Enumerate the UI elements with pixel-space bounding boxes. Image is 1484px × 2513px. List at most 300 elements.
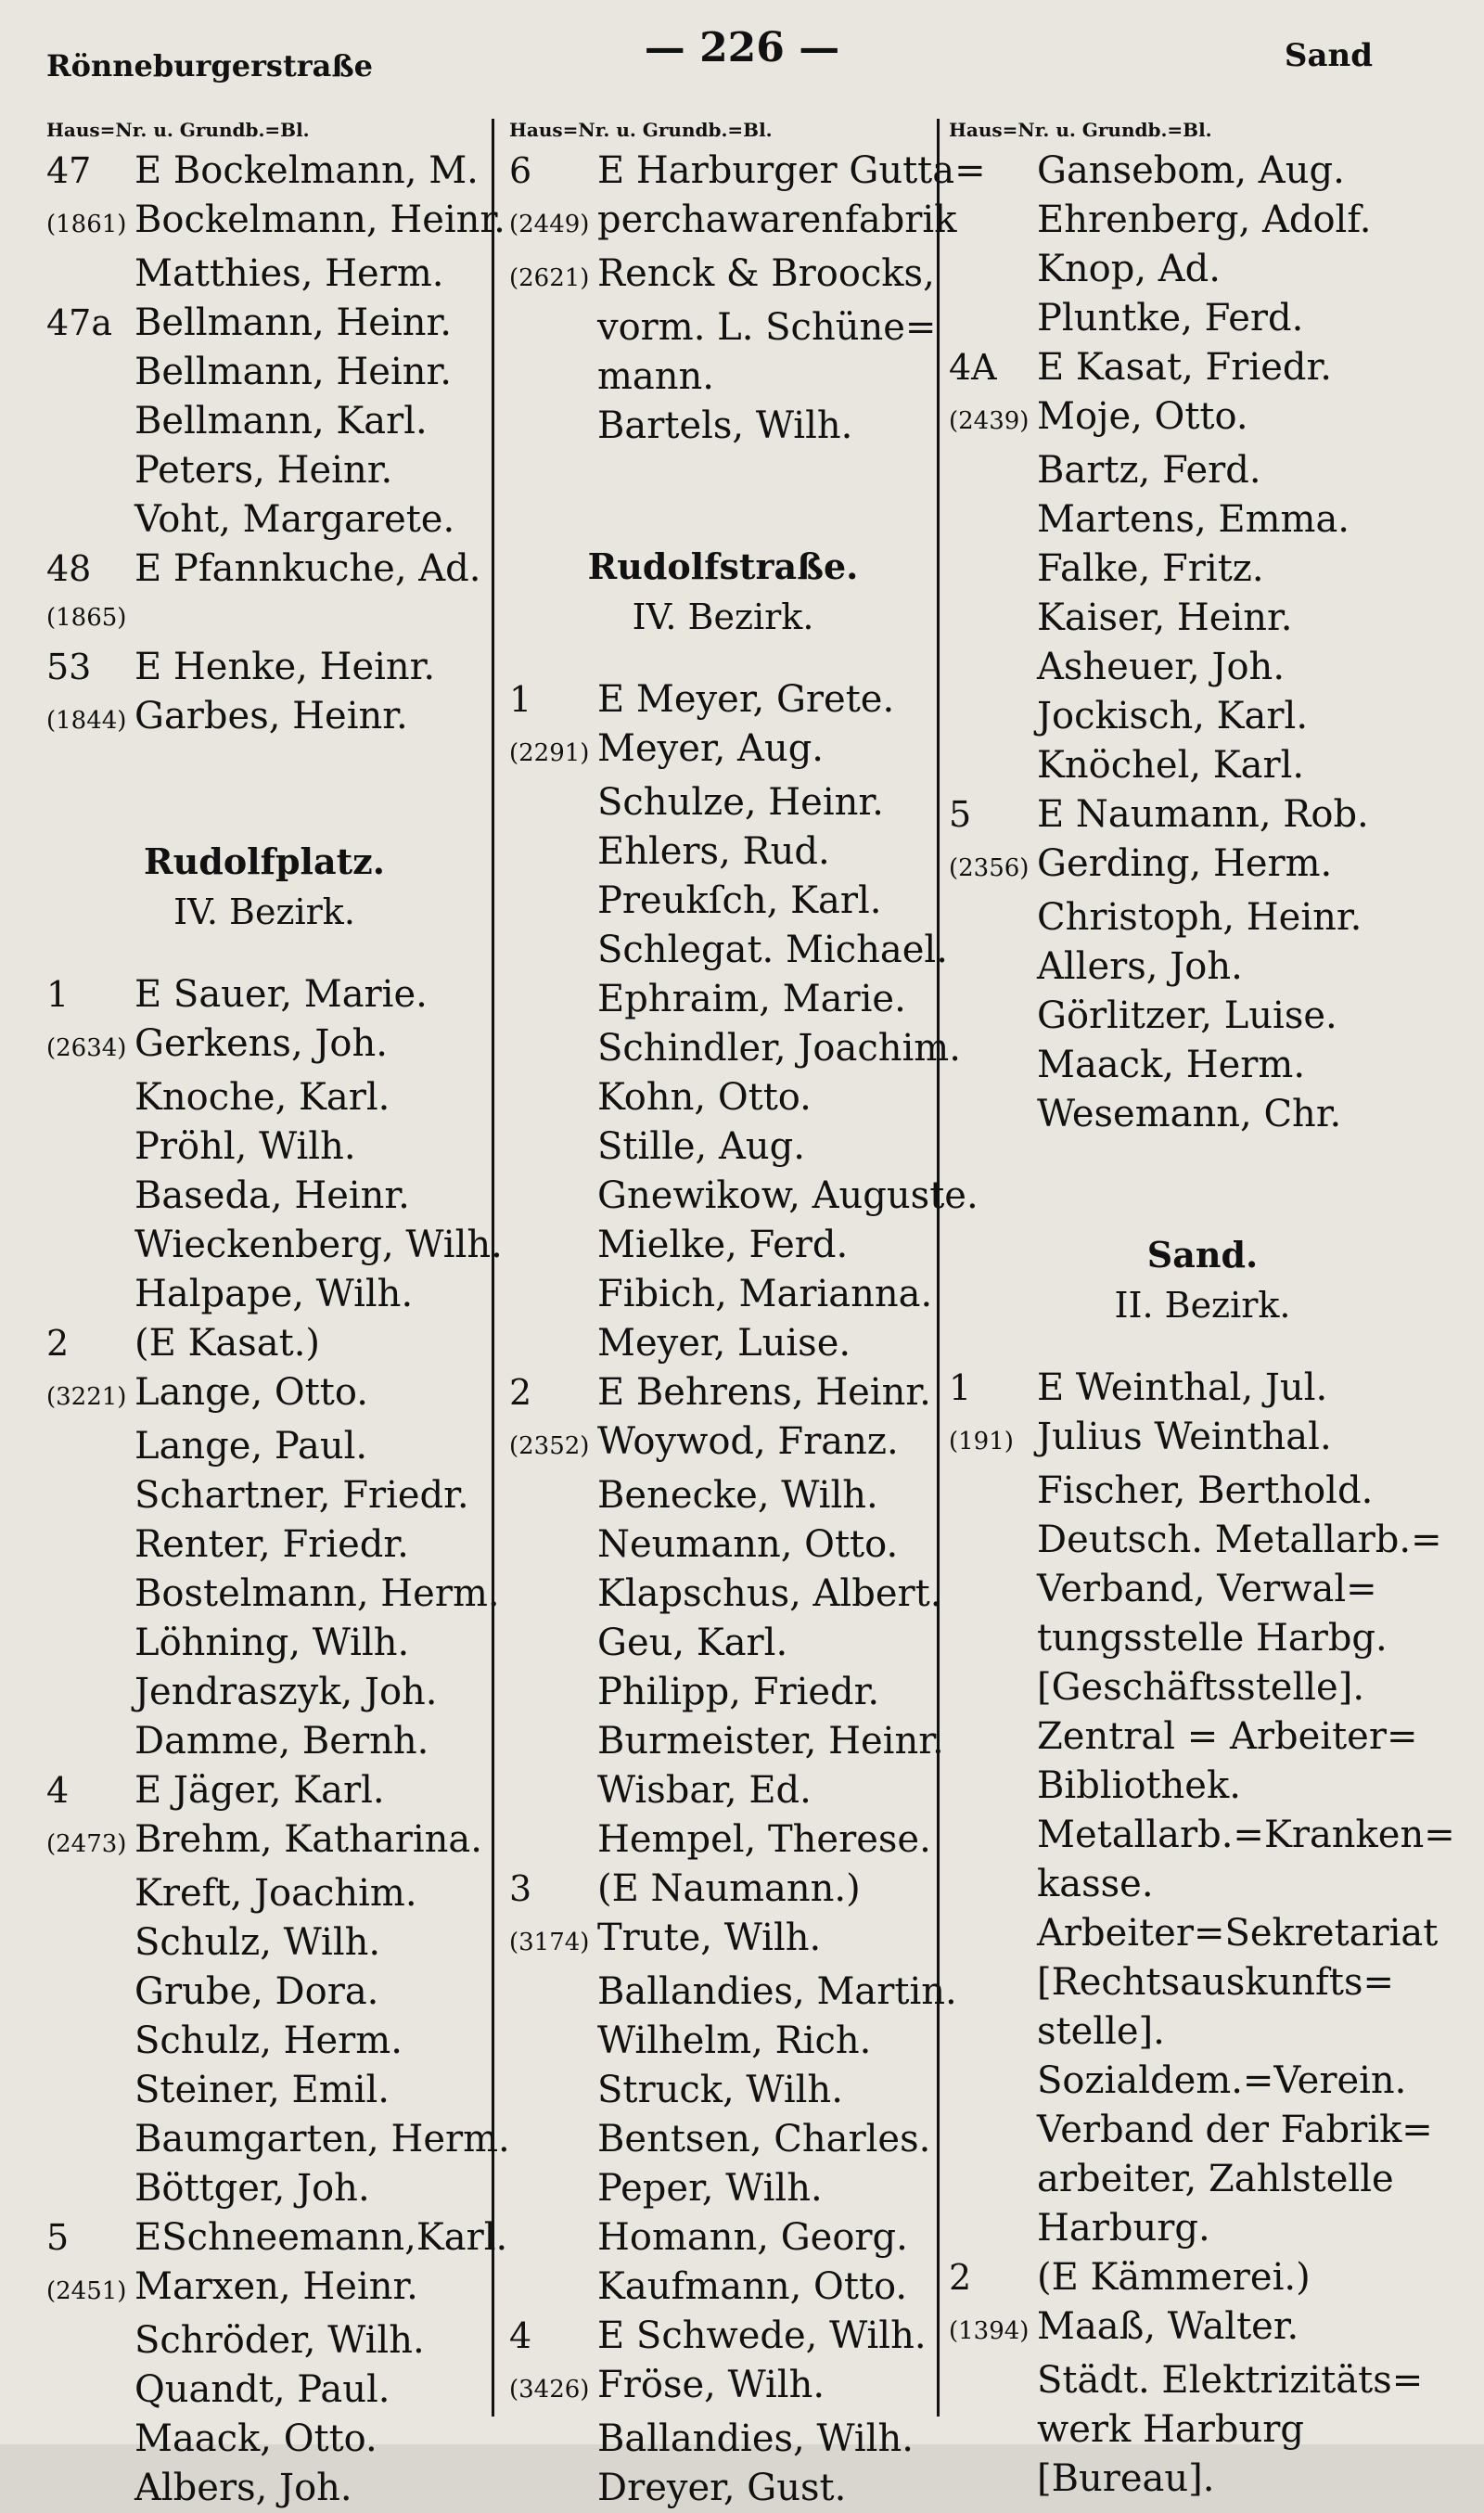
resident-name: Homann, Georg. xyxy=(597,2216,908,2259)
directory-entry xyxy=(509,827,937,877)
directory-entry xyxy=(509,1073,937,1122)
resident-name: Damme, Bernh. xyxy=(134,1720,429,1763)
house-number: (2291) xyxy=(509,739,590,767)
resident-name: Schindler, Joachim. xyxy=(597,1027,961,1070)
resident-name: Ballandies, Martin. xyxy=(597,1970,957,2013)
house-number: (2621) xyxy=(509,264,590,292)
directory-entry xyxy=(949,1516,1456,1565)
directory-entry xyxy=(46,643,482,692)
resident-name: Meyer, Luise. xyxy=(597,1322,851,1365)
directory-entry xyxy=(509,2213,937,2263)
resident-name: Schlegat. Michael. xyxy=(597,929,948,971)
street-title: Rudolfstraße. xyxy=(587,545,859,587)
directory-entry xyxy=(46,1221,503,1270)
directory-entry xyxy=(949,2155,1456,2204)
directory-entry xyxy=(509,724,937,778)
directory-entry xyxy=(949,992,1456,1041)
directory-entry xyxy=(949,1467,1456,1516)
resident-name: E Schwede, Wilh. xyxy=(597,2314,927,2357)
resident-name: Bartels, Wilh. xyxy=(597,404,853,447)
directory-entry xyxy=(46,1668,482,1717)
resident-name: Martens, Emma. xyxy=(1037,498,1350,541)
directory-entry xyxy=(509,926,948,975)
resident-name: Zentral = Arbeiter= xyxy=(1037,1715,1418,1758)
directory-entry xyxy=(949,643,1456,692)
resident-name: E Naumann, Rob. xyxy=(1037,793,1369,836)
directory-entry xyxy=(949,1565,1456,1614)
directory-entry xyxy=(46,2415,482,2464)
section-heading xyxy=(509,542,937,642)
directory-entry xyxy=(949,790,1456,840)
directory-entry xyxy=(509,1368,937,1417)
directory-entry xyxy=(46,2066,482,2115)
directory-entry xyxy=(509,1717,944,1766)
resident-name: E Sauer, Marie. xyxy=(134,973,428,1016)
house-number: 4A xyxy=(949,347,997,388)
resident-name: Bostelmann, Herm. xyxy=(134,1572,500,1615)
directory-entry xyxy=(46,1520,482,1570)
resident-name: tungsstelle Harbg. xyxy=(1037,1617,1388,1660)
house-number: 5 xyxy=(949,794,972,835)
directory-entry xyxy=(949,2057,1456,2106)
resident-name: Asheuer, Joh. xyxy=(1037,646,1286,688)
directory-entry xyxy=(46,545,482,594)
resident-name: Peper, Wilh. xyxy=(597,2167,823,2210)
directory-entry xyxy=(46,2263,482,2316)
directory-entry xyxy=(949,147,1456,196)
resident-name: Sozialdem.=Verein. xyxy=(1037,2059,1407,2102)
resident-name: Dreyer, Gust. xyxy=(597,2467,847,2509)
directory-entry xyxy=(509,2164,937,2213)
house-number: (191) xyxy=(949,1428,1014,1455)
resident-name: Albers, Joh. xyxy=(134,2467,352,2509)
house-number: (2451) xyxy=(46,2277,127,2305)
resident-name: Hempel, Therese. xyxy=(597,1818,931,1861)
resident-name: Verband der Fabrik= xyxy=(1037,2109,1433,2151)
directory-entry xyxy=(509,1619,937,1668)
resident-name: (E Naumann.) xyxy=(597,1867,861,1910)
resident-name: (E Kämmerei.) xyxy=(1037,2256,1311,2299)
resident-name: Pröhl, Wilh. xyxy=(134,1125,356,1168)
directory-entry xyxy=(46,1815,482,1869)
resident-name: Brehm, Katharina. xyxy=(134,1818,482,1861)
directory-entry xyxy=(949,2405,1456,2455)
resident-name: Bellmann, Heinr. xyxy=(134,301,452,344)
directory-entry xyxy=(46,397,482,446)
resident-name: arbeiter, Zahlstelle xyxy=(1037,2158,1394,2200)
house-number: 4 xyxy=(46,1770,70,1811)
directory-entry xyxy=(949,1811,1456,1860)
directory-entry xyxy=(949,545,1456,594)
resident-name: Ehrenberg, Adolf. xyxy=(1037,199,1372,241)
resident-name: Gerkens, Joh. xyxy=(134,1022,388,1065)
directory-entry xyxy=(949,942,1456,992)
resident-name: Kohn, Otto. xyxy=(597,1076,812,1119)
house-number: (2439) xyxy=(949,407,1030,435)
resident-name: Stille, Aug. xyxy=(597,1125,805,1168)
resident-name: Neumann, Otto. xyxy=(597,1523,899,1566)
resident-name: E Jäger, Karl. xyxy=(134,1769,385,1812)
resident-name: Bentsen, Charles. xyxy=(597,2118,931,2160)
house-number: 48 xyxy=(46,548,92,589)
directory-entry xyxy=(46,1319,482,1368)
resident-name: Deutsch. Metallarb.= xyxy=(1037,1519,1442,1561)
directory-entry xyxy=(46,1869,482,1918)
directory-entry xyxy=(509,1865,937,1914)
directory-entry xyxy=(509,1172,979,1221)
resident-name: Maack, Herm. xyxy=(1037,1044,1306,1086)
resident-name: Bartz, Ferd. xyxy=(1037,449,1261,492)
directory-entry xyxy=(509,147,986,196)
directory-entry xyxy=(46,299,482,348)
resident-name: Wesemann, Chr. xyxy=(1037,1093,1342,1135)
resident-name: (E Kasat.) xyxy=(134,1322,321,1365)
directory-entry xyxy=(509,1914,937,1968)
house-number: 3 xyxy=(509,1868,532,1909)
district-label: IV. Bezirk. xyxy=(173,891,355,932)
column-heading: Haus=Nr. u. Grundb.=Bl. xyxy=(509,119,773,141)
directory-entry xyxy=(46,970,482,1019)
resident-name: Löhning, Wilh. xyxy=(134,1622,410,1664)
column-heading: Haus=Nr. u. Grundb.=Bl. xyxy=(949,119,1212,141)
directory-entry xyxy=(509,2361,937,2415)
directory-entry xyxy=(949,1909,1456,1958)
directory-entry xyxy=(509,1815,937,1865)
section-heading xyxy=(949,1230,1456,1330)
resident-name: Christoph, Heinr. xyxy=(1037,896,1362,939)
resident-name: vorm. L. Schüne= xyxy=(597,306,937,349)
directory-entry xyxy=(46,1717,482,1766)
resident-name: ESchneemann,Karl. xyxy=(134,2216,508,2259)
house-number: (3426) xyxy=(509,2376,590,2404)
resident-name: Woywod, Franz. xyxy=(597,1420,899,1463)
directory-entry xyxy=(949,245,1456,294)
resident-name: Quandt, Paul. xyxy=(134,2368,390,2411)
resident-name: Baumgarten, Herm. xyxy=(134,2118,510,2160)
directory-entry xyxy=(949,2253,1456,2302)
resident-name: Fischer, Berthold. xyxy=(1037,1469,1374,1512)
house-number: 1 xyxy=(46,974,70,1015)
directory-entry xyxy=(949,343,1456,392)
house-number: 4 xyxy=(509,2315,532,2356)
resident-name: [Geschäftsstelle]. xyxy=(1037,1666,1365,1709)
directory-entry xyxy=(949,2302,1456,2356)
house-number: 1 xyxy=(509,679,532,720)
directory-entry xyxy=(509,2115,937,2164)
resident-name: Städt. Elektrizitäts= xyxy=(1037,2359,1424,2402)
directory-entry xyxy=(509,1221,937,1270)
resident-name: Garbes, Heinr. xyxy=(134,695,408,737)
directory-entry xyxy=(949,1958,1456,2007)
directory-entry xyxy=(509,975,937,1024)
directory-entry xyxy=(509,2263,937,2312)
resident-name: Böttger, Joh. xyxy=(134,2167,370,2210)
house-number: 1 xyxy=(949,1367,972,1408)
house-number: (2356) xyxy=(949,854,1030,882)
house-number: (2634) xyxy=(46,1034,127,1062)
resident-name: Kreft, Joachim. xyxy=(134,1872,417,1915)
resident-name: Philipp, Friedr. xyxy=(597,1671,880,1713)
directory-entry xyxy=(46,2213,508,2263)
resident-name: Mielke, Ferd. xyxy=(597,1224,849,1266)
directory-entry xyxy=(46,1968,482,2017)
directory-entry xyxy=(949,2007,1456,2057)
directory-entry xyxy=(46,1172,482,1221)
resident-name: Preukſch, Karl. xyxy=(597,879,882,922)
directory-entry xyxy=(509,402,937,451)
column-1 xyxy=(46,119,510,2509)
directory-entry xyxy=(509,1270,937,1319)
directory-entry xyxy=(949,893,1456,942)
resident-name: Gansebom, Aug. xyxy=(1037,149,1345,192)
directory-entry xyxy=(509,1471,937,1520)
resident-name: Bellmann, Heinr. xyxy=(134,351,452,393)
resident-name: E Meyer, Grete. xyxy=(597,678,895,721)
resident-name: Harburg. xyxy=(1037,2207,1210,2250)
resident-name: Kaiser, Heinr. xyxy=(1037,596,1293,639)
resident-name: Schulz, Herm. xyxy=(134,2019,403,2062)
resident-name: Knöchel, Karl. xyxy=(1037,744,1305,787)
resident-name: werk Harburg xyxy=(1037,2408,1304,2451)
directory-entry xyxy=(949,692,1456,741)
directory-entry xyxy=(46,250,482,299)
directory-entry xyxy=(509,196,957,250)
resident-name: Schulz, Wilh. xyxy=(134,1921,381,1964)
resident-name: Ballandies, Wilh. xyxy=(597,2417,914,2460)
resident-name: Schulze, Heinr. xyxy=(597,781,884,824)
resident-name: Fröse, Wilh. xyxy=(597,2364,825,2406)
resident-name: Bellmann, Karl. xyxy=(134,400,428,442)
resident-name: Renck & Broocks, xyxy=(597,252,935,295)
section-heading xyxy=(46,837,482,937)
house-number: (3221) xyxy=(46,1383,127,1411)
resident-name: Renter, Friedr. xyxy=(134,1523,409,1566)
resident-name: Wilhelm, Rich. xyxy=(597,2019,872,2062)
directory-entry xyxy=(949,1413,1456,1467)
house-number: 2 xyxy=(509,1372,532,1413)
house-number: (1861) xyxy=(46,211,127,238)
directory-entry xyxy=(949,1090,1456,1139)
directory-entry xyxy=(46,1471,482,1520)
resident-name: Moje, Otto. xyxy=(1037,395,1248,438)
resident-name: [Bureau]. xyxy=(1037,2457,1215,2500)
directory-entry xyxy=(949,446,1456,495)
directory-entry xyxy=(46,1619,482,1668)
directory-entry xyxy=(46,2366,482,2415)
resident-name: E Henke, Heinr. xyxy=(134,646,436,688)
district-label: II. Bezirk. xyxy=(1114,1285,1291,1326)
resident-name: Schartner, Friedr. xyxy=(134,1474,469,1517)
directory-entry xyxy=(46,2017,482,2066)
directory-entry xyxy=(509,353,937,402)
resident-name: E Bockelmann, M. xyxy=(134,149,479,192)
resident-name: Ephraim, Marie. xyxy=(597,978,906,1020)
house-number: (1844) xyxy=(46,707,127,735)
directory-entry xyxy=(949,2356,1456,2405)
directory-entry xyxy=(949,594,1456,643)
resident-name: Trute, Wilh. xyxy=(597,1917,822,1959)
directory-entry xyxy=(46,348,482,397)
resident-name: perchawarenfabrik xyxy=(597,199,957,241)
resident-name: [Rechtsauskunfts= xyxy=(1037,1961,1394,2004)
directory-entry xyxy=(949,1860,1456,1909)
resident-name: Halpape, Wilh. xyxy=(134,1273,414,1315)
house-number: (1865) xyxy=(46,604,127,632)
directory-entry xyxy=(509,778,937,827)
directory-entry xyxy=(949,1712,1456,1762)
house-number: (2449) xyxy=(509,211,590,238)
house-number: 47 xyxy=(46,150,92,191)
directory-entry xyxy=(949,1762,1456,1811)
directory-entry xyxy=(509,2312,937,2361)
resident-name: Pluntke, Ferd. xyxy=(1037,297,1304,340)
directory-entry xyxy=(949,1614,1456,1663)
directory-entry xyxy=(509,675,937,724)
resident-name: Allers, Joh. xyxy=(1037,945,1243,988)
directory-entry xyxy=(46,1570,500,1619)
directory-entry xyxy=(949,2455,1456,2504)
resident-name: Fibich, Marianna. xyxy=(597,1273,933,1315)
resident-name: Lange, Otto. xyxy=(134,1371,368,1414)
resident-name: E Pfannkuche, Ad. xyxy=(134,547,481,590)
resident-name: Steiner, Emil. xyxy=(134,2069,390,2111)
resident-name: Wisbar, Ed. xyxy=(597,1769,812,1812)
directory-entry xyxy=(949,294,1456,343)
resident-name: Matthies, Herm. xyxy=(134,252,444,295)
directory-entry xyxy=(46,495,482,545)
resident-name: Knop, Ad. xyxy=(1037,248,1221,290)
resident-name: Arbeiter=Sekretariat xyxy=(1037,1912,1439,1955)
resident-name: E Kasat, Friedr. xyxy=(1037,346,1332,389)
street-title: Rudolfplatz. xyxy=(144,840,385,882)
resident-name: Burmeister, Heinr. xyxy=(597,1720,944,1763)
directory-entry xyxy=(46,692,482,746)
resident-name: kasse. xyxy=(1037,1863,1154,1905)
directory-entry xyxy=(46,2115,510,2164)
house-number: 2 xyxy=(46,1323,70,1364)
resident-name: Marxen, Heinr. xyxy=(134,2265,418,2308)
directory-entry xyxy=(46,2464,482,2513)
resident-name: E Weinthal, Jul. xyxy=(1037,1366,1328,1409)
district-label: IV. Bezirk. xyxy=(632,596,814,637)
resident-name: Knoche, Karl. xyxy=(134,1076,390,1119)
resident-name: Jockisch, Karl. xyxy=(1037,695,1309,737)
directory-entry xyxy=(949,2106,1456,2155)
directory-entry xyxy=(46,1918,482,1968)
resident-name: Verband, Verwal= xyxy=(1037,1568,1377,1610)
column-heading: Haus=Nr. u. Grundb.=Bl. xyxy=(46,119,310,141)
resident-name: Benecke, Wilh. xyxy=(597,1474,878,1517)
directory-entry xyxy=(46,2164,482,2213)
directory-entry xyxy=(46,147,482,196)
resident-name: Ehlers, Rud. xyxy=(597,830,830,873)
directory-entry xyxy=(949,1041,1456,1090)
header-street-left: Rönneburgerstraße xyxy=(46,48,373,83)
directory-entry xyxy=(46,1270,482,1319)
directory-entry xyxy=(509,1968,957,2017)
directory-entry xyxy=(949,840,1456,893)
directory-entry xyxy=(949,392,1456,446)
house-number: 53 xyxy=(46,647,92,687)
directory-entry xyxy=(949,1364,1456,1413)
resident-name: E Harburger Gutta= xyxy=(597,149,986,192)
resident-name: E Behrens, Heinr. xyxy=(597,1371,931,1414)
directory-entry xyxy=(46,1422,482,1471)
directory-entry xyxy=(46,1073,482,1122)
resident-name: Kaufmann, Otto. xyxy=(597,2265,908,2308)
house-number: 47a xyxy=(46,302,113,343)
resident-name: Metallarb.=Kranken= xyxy=(1037,1814,1455,1856)
house-number: 2 xyxy=(949,2257,972,2298)
directory-entry xyxy=(509,1570,942,1619)
resident-name: Klapschus, Albert. xyxy=(597,1572,942,1615)
directory-entry xyxy=(509,2415,937,2464)
resident-name: Wieckenberg, Wilh. xyxy=(134,1224,503,1266)
directory-entry xyxy=(46,1368,482,1422)
resident-name: Maack, Otto. xyxy=(134,2417,377,2460)
house-number: 6 xyxy=(509,150,532,191)
directory-entry xyxy=(509,1520,937,1570)
directory-entry xyxy=(949,495,1456,545)
directory-entry xyxy=(509,1766,937,1815)
directory-entry xyxy=(509,1417,937,1471)
resident-name: stelle]. xyxy=(1037,2010,1165,2053)
house-number: (3174) xyxy=(509,1929,590,1956)
directory-entry xyxy=(46,1766,482,1815)
directory-entry xyxy=(509,1024,961,1073)
directory-entry xyxy=(509,877,937,926)
house-number: 5 xyxy=(46,2217,70,2258)
street-title: Sand. xyxy=(1146,1234,1259,1276)
resident-name: Voht, Margarete. xyxy=(134,498,455,541)
resident-name: Grube, Dora. xyxy=(134,1970,379,2013)
resident-name: Gerding, Herm. xyxy=(1037,842,1333,885)
directory-entry xyxy=(509,250,937,303)
directory-entry xyxy=(509,2017,937,2066)
directory-entry xyxy=(949,2204,1456,2253)
directory-entry xyxy=(949,1663,1456,1712)
directory-entry xyxy=(46,196,505,250)
page-number: — 226 — xyxy=(644,24,840,71)
directory-entry xyxy=(949,741,1456,790)
directory-entry xyxy=(46,1122,482,1172)
resident-name: Jendraszyk, Joh. xyxy=(134,1671,438,1713)
resident-name: Julius Weinthal. xyxy=(1037,1416,1332,1458)
resident-name: Görlitzer, Luise. xyxy=(1037,994,1337,1037)
house-number: (2352) xyxy=(509,1432,590,1460)
header-street-right: Sand xyxy=(1284,37,1373,74)
directory-entry xyxy=(46,2316,482,2366)
directory-entry xyxy=(509,303,937,353)
resident-name: Bockelmann, Heinr. xyxy=(134,199,505,241)
page-header xyxy=(0,0,1484,83)
directory-entry xyxy=(509,2464,937,2513)
house-number: (2473) xyxy=(46,1830,127,1858)
resident-name: Baseda, Heinr. xyxy=(134,1174,410,1217)
directory-entry xyxy=(46,1019,482,1073)
directory-entry xyxy=(509,1668,937,1717)
resident-name: Struck, Wilh. xyxy=(597,2069,843,2111)
resident-name: Peters, Heinr. xyxy=(134,449,393,492)
directory-entry xyxy=(949,196,1456,245)
resident-name: Geu, Karl. xyxy=(597,1622,788,1664)
directory-entry xyxy=(509,2066,937,2115)
resident-name: mann. xyxy=(597,355,715,398)
column-3 xyxy=(937,119,1456,2500)
directory-entry xyxy=(46,594,482,643)
resident-name: Bibliothek. xyxy=(1037,1764,1241,1807)
directory-entry xyxy=(46,446,482,495)
